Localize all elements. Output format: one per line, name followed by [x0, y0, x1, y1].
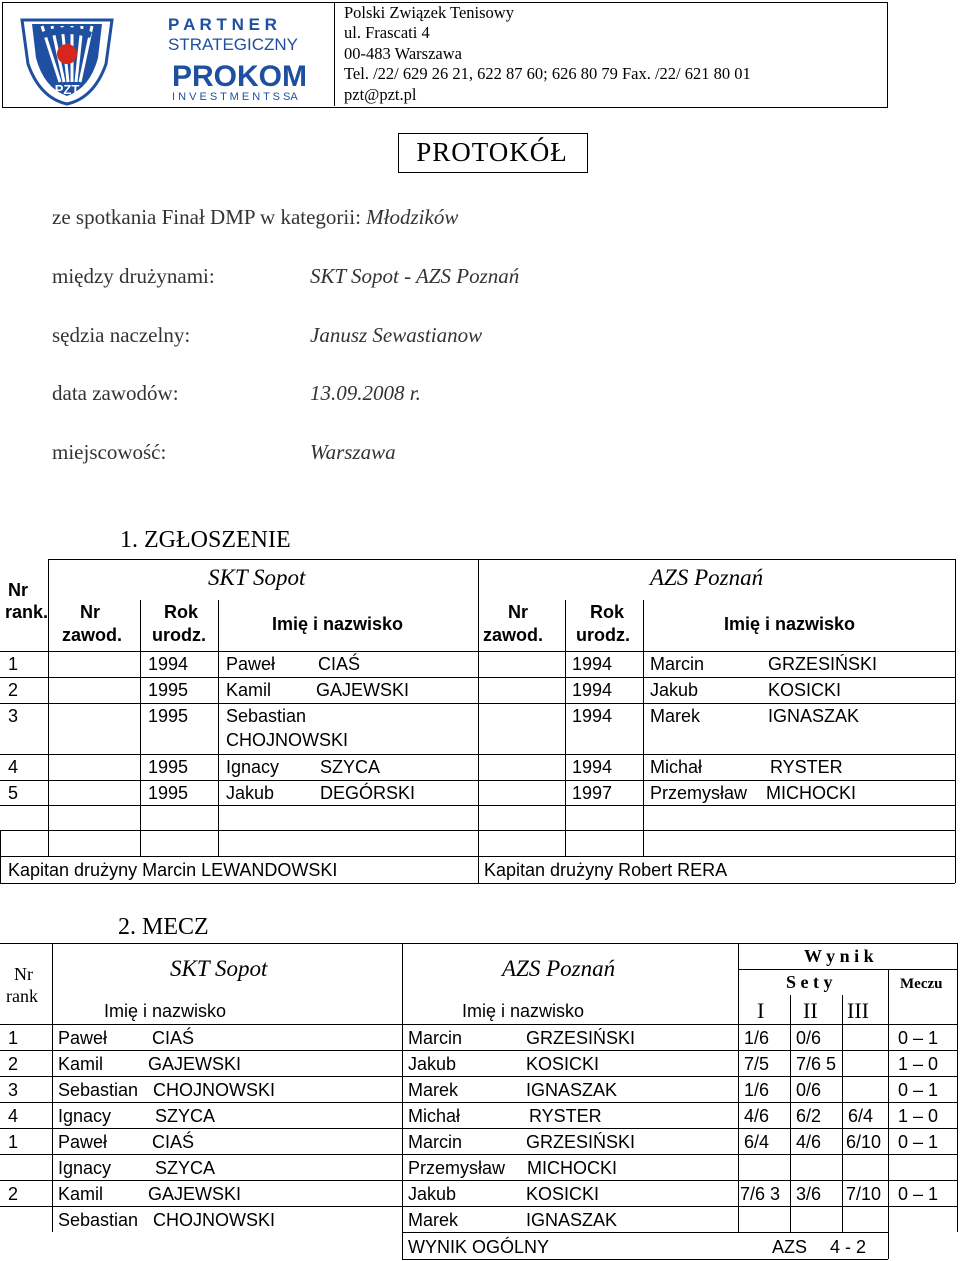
- col-year-header: urodz.: [152, 625, 206, 645]
- entry-first-name: Marcin: [650, 654, 705, 674]
- col-name-header: Imię i nazwisko: [104, 1001, 227, 1021]
- col-nr-header: Nr: [80, 602, 101, 622]
- player-b-first: Marek: [408, 1080, 459, 1100]
- rule: [0, 1206, 957, 1207]
- entry-year: 1994: [572, 654, 613, 674]
- entry-last-name: MICHOCKI: [766, 783, 856, 803]
- rule: [218, 600, 219, 856]
- match-score: 0 – 1: [898, 1184, 939, 1204]
- rule: [140, 600, 141, 856]
- col-nr-header: zawod.: [62, 625, 123, 645]
- col-rank-header: rank: [6, 986, 38, 1006]
- entry-first-name: Przemysław: [650, 783, 748, 803]
- svg-text:I N V E S T M E N T S SA: I N V E S T M E N T S SA: [172, 91, 298, 103]
- col-rank-header: rank.: [5, 602, 49, 622]
- date-label: data zawodów:: [52, 381, 179, 405]
- entry-first-name: Ignacy: [226, 757, 280, 777]
- contact-line: 00-483 Warszawa: [344, 43, 462, 63]
- player-a-first: Kamil: [58, 1054, 104, 1074]
- set-1-score: 6/4: [744, 1132, 770, 1152]
- rule: [0, 1076, 957, 1077]
- place-value: Warszawa: [310, 440, 396, 464]
- player-b-last: KOSICKI: [526, 1054, 600, 1074]
- entry-last-name: GAJEWSKI: [316, 680, 410, 700]
- col-rank-header: Nr: [14, 964, 33, 984]
- col-name-header: Imię i nazwisko: [724, 614, 856, 634]
- rule: [957, 943, 958, 1232]
- page-title: PROTOKÓŁ: [416, 137, 568, 167]
- result-header: W y n i k: [804, 946, 874, 966]
- set-3-score: 6/4: [848, 1106, 874, 1126]
- match-nr: 4: [8, 1106, 19, 1126]
- rule: [48, 559, 955, 560]
- player-b-last: GRZESIŃSKI: [526, 1132, 636, 1152]
- entry-first-name: Jakub: [650, 680, 699, 700]
- player-b-last: IGNASZAK: [526, 1210, 618, 1230]
- player-b-first: Marcin: [408, 1028, 463, 1048]
- logo: [2, 2, 335, 106]
- rule: [565, 600, 566, 856]
- match-score: 1 – 0: [898, 1106, 939, 1126]
- set-2-score: 6/2: [796, 1106, 822, 1126]
- col-nr-header: zawod.: [483, 625, 544, 645]
- pzt-emblem-icon: [2, 2, 334, 106]
- player-b-first: Marek: [408, 1210, 459, 1230]
- col-rank-header: Nr: [8, 580, 29, 600]
- contact-line: Tel. /22/ 629 26 21, 622 87 60; 626 80 79 Fax. /22/ 621 80 01: [344, 64, 751, 84]
- player-a-last: CHOJNOWSKI: [153, 1210, 276, 1230]
- team-a-name: SKT Sopot: [170, 956, 268, 981]
- rule: [0, 1102, 957, 1103]
- player-b-first: Przemysław: [408, 1158, 506, 1178]
- player-a-last: SZYCA: [155, 1158, 216, 1178]
- captain-a: Kapitan drużyny Marcin LEWANDOWSKI: [8, 860, 338, 880]
- contact-line: ul. Frascati 4: [344, 23, 430, 43]
- match-nr: 1: [8, 1028, 19, 1048]
- entry-first-name: Marek: [650, 706, 701, 726]
- rule: [842, 995, 843, 1232]
- col-year-header: urodz.: [576, 625, 630, 645]
- player-a-first: Paweł: [58, 1132, 108, 1152]
- entry-year: 1994: [148, 654, 189, 674]
- set-3-score: 7/10: [846, 1184, 882, 1204]
- player-a-first: Sebastian: [58, 1210, 139, 1230]
- svg-text:P A R T N E R: P A R T N E R: [168, 15, 277, 34]
- contact-line: Polski Związek Tenisowy: [344, 3, 514, 22]
- entry-year: 1994: [572, 680, 613, 700]
- player-a-last: GAJEWSKI: [148, 1184, 242, 1204]
- match-nr: 3: [8, 1080, 19, 1100]
- date-value: 13.09.2008 r.: [310, 381, 421, 405]
- meeting-intro: [52, 205, 458, 230]
- col-name-header: Imię i nazwisko: [462, 1001, 585, 1021]
- match-score: 0 – 1: [898, 1028, 939, 1048]
- rule: [738, 943, 739, 1232]
- player-b-first: Jakub: [408, 1054, 457, 1074]
- rule: [0, 1180, 957, 1181]
- entry-last-name: RYSTER: [770, 757, 843, 777]
- match-heading: 2. MECZ: [118, 914, 209, 940]
- entry-last-name: GRZESIŃSKI: [768, 654, 878, 674]
- entry-first-name: Sebastian: [226, 706, 307, 726]
- entry-first-name: Jakub: [226, 783, 275, 803]
- teams-label: między drużynami:: [52, 264, 215, 288]
- match-nr: 2: [8, 1054, 19, 1074]
- entry-last-name: SZYCA: [320, 757, 381, 777]
- set-col-header: II: [803, 998, 818, 1023]
- entry-first-name: Kamil: [226, 680, 272, 700]
- rule: [0, 1050, 957, 1051]
- entry-first-name: Michał: [650, 757, 703, 777]
- match-nr: 2: [8, 1184, 19, 1204]
- player-a-last: CHOJNOWSKI: [153, 1080, 276, 1100]
- rule: [48, 559, 49, 856]
- entry-last-name: CHOJNOWSKI: [226, 730, 349, 750]
- set-2-score: 3/6: [796, 1184, 822, 1204]
- entry-year: 1997: [572, 783, 613, 803]
- player-a-last: GAJEWSKI: [148, 1054, 242, 1074]
- player-a-last: SZYCA: [155, 1106, 216, 1126]
- player-a-first: Ignacy: [58, 1106, 112, 1126]
- set-2-score: 0/6: [796, 1028, 822, 1048]
- rule: [0, 1128, 957, 1129]
- entry-rank: 5: [8, 783, 19, 803]
- referee-value: Janusz Sewastianow: [310, 323, 483, 347]
- total-score: 4 - 2: [830, 1237, 867, 1257]
- rule: [402, 1259, 888, 1260]
- player-b-last: IGNASZAK: [526, 1080, 618, 1100]
- captain-b: Kapitan drużyny Robert RERA: [484, 860, 728, 880]
- intro-text: ze spotkania Finał DMP w kategorii:: [52, 205, 361, 229]
- entry-last-name: CIAŚ: [318, 654, 361, 674]
- rule: [402, 1232, 888, 1233]
- rule: [0, 883, 955, 884]
- entry-first-name: Paweł: [226, 654, 276, 674]
- entry-last-name: DEGÓRSKI: [320, 783, 416, 803]
- match-score: 0 – 1: [898, 1080, 939, 1100]
- entry-last-name: KOSICKI: [768, 680, 842, 700]
- contact-block: [344, 3, 751, 105]
- place-label: miejscowość:: [52, 440, 167, 464]
- player-b-last: MICHOCKI: [527, 1158, 617, 1178]
- col-year-header: Rok: [590, 602, 625, 622]
- category-value: Młodzików: [366, 205, 459, 229]
- set-2-score: 7/6 5: [796, 1054, 837, 1074]
- entry-last-name: IGNASZAK: [768, 706, 860, 726]
- player-a-first: Sebastian: [58, 1080, 139, 1100]
- rule: [955, 559, 956, 883]
- svg-text:PZT: PZT: [54, 82, 80, 97]
- svg-text:PROKOM: PROKOM: [172, 60, 307, 93]
- set-1-score: 1/6: [744, 1080, 770, 1100]
- match-nr: 1: [8, 1132, 19, 1152]
- set-col-header: III: [847, 998, 869, 1023]
- referee-label: sędzia naczelny:: [52, 323, 191, 347]
- rule: [0, 830, 1, 883]
- entry-rank: 2: [8, 680, 19, 700]
- entry-rank: 3: [8, 706, 19, 726]
- match-score-header: Meczu: [900, 976, 943, 992]
- player-b-last: GRZESIŃSKI: [526, 1028, 636, 1048]
- entry-year: 1995: [148, 783, 189, 803]
- col-year-header: Rok: [164, 602, 199, 622]
- sets-header: S e t y: [786, 972, 833, 992]
- player-b-last: KOSICKI: [526, 1184, 600, 1204]
- team-b-name: AZS Poznań: [502, 956, 616, 981]
- set-2-score: 4/6: [796, 1132, 822, 1152]
- match-score: 1 – 0: [898, 1054, 939, 1074]
- rule: [52, 943, 53, 1232]
- set-1-score: 7/5: [744, 1054, 770, 1074]
- player-a-last: CIAŚ: [152, 1132, 195, 1152]
- rule: [790, 995, 791, 1232]
- rule: [888, 969, 889, 1259]
- team-a-name: SKT Sopot: [208, 565, 306, 590]
- entry-year: 1995: [148, 757, 189, 777]
- teams-value: SKT Sopot - AZS Poznań: [310, 264, 520, 288]
- player-a-first: Ignacy: [58, 1158, 112, 1178]
- player-a-last: CIAŚ: [152, 1028, 195, 1048]
- entry-heading: 1. ZGŁOSZENIE: [120, 527, 291, 553]
- team-b-name: AZS Poznań: [650, 565, 764, 590]
- col-nr-header: Nr: [508, 602, 529, 622]
- player-b-first: Jakub: [408, 1184, 457, 1204]
- entry-year: 1994: [572, 706, 613, 726]
- entry-year: 1994: [572, 757, 613, 777]
- rule: [402, 943, 403, 1259]
- player-b-first: Marcin: [408, 1132, 463, 1152]
- match-score: 0 – 1: [898, 1132, 939, 1152]
- rule: [643, 600, 644, 856]
- set-3-score: 6/10: [846, 1132, 882, 1152]
- set-1-score: 7/6 3: [740, 1184, 781, 1204]
- set-2-score: 0/6: [796, 1080, 822, 1100]
- total-team: AZS: [772, 1237, 808, 1257]
- player-a-first: Paweł: [58, 1028, 108, 1048]
- player-b-last: RYSTER: [529, 1106, 602, 1126]
- entry-rank: 1: [8, 654, 19, 674]
- set-1-score: 4/6: [744, 1106, 770, 1126]
- entry-year: 1995: [148, 680, 189, 700]
- set-col-header: I: [757, 998, 765, 1023]
- player-b-first: Michał: [408, 1106, 461, 1126]
- col-name-header: Imię i nazwisko: [272, 614, 404, 634]
- svg-text:STRATEGICZNY: STRATEGICZNY: [168, 35, 299, 54]
- rule: [478, 559, 479, 883]
- rule: [0, 1154, 957, 1155]
- contact-email: pzt@pzt.pl: [344, 84, 417, 104]
- total-label: WYNIK OGÓLNY: [408, 1237, 550, 1257]
- rule: [738, 969, 957, 970]
- player-a-first: Kamil: [58, 1184, 104, 1204]
- entry-rank: 4: [8, 757, 19, 777]
- entry-year: 1995: [148, 706, 189, 726]
- set-1-score: 1/6: [744, 1028, 770, 1048]
